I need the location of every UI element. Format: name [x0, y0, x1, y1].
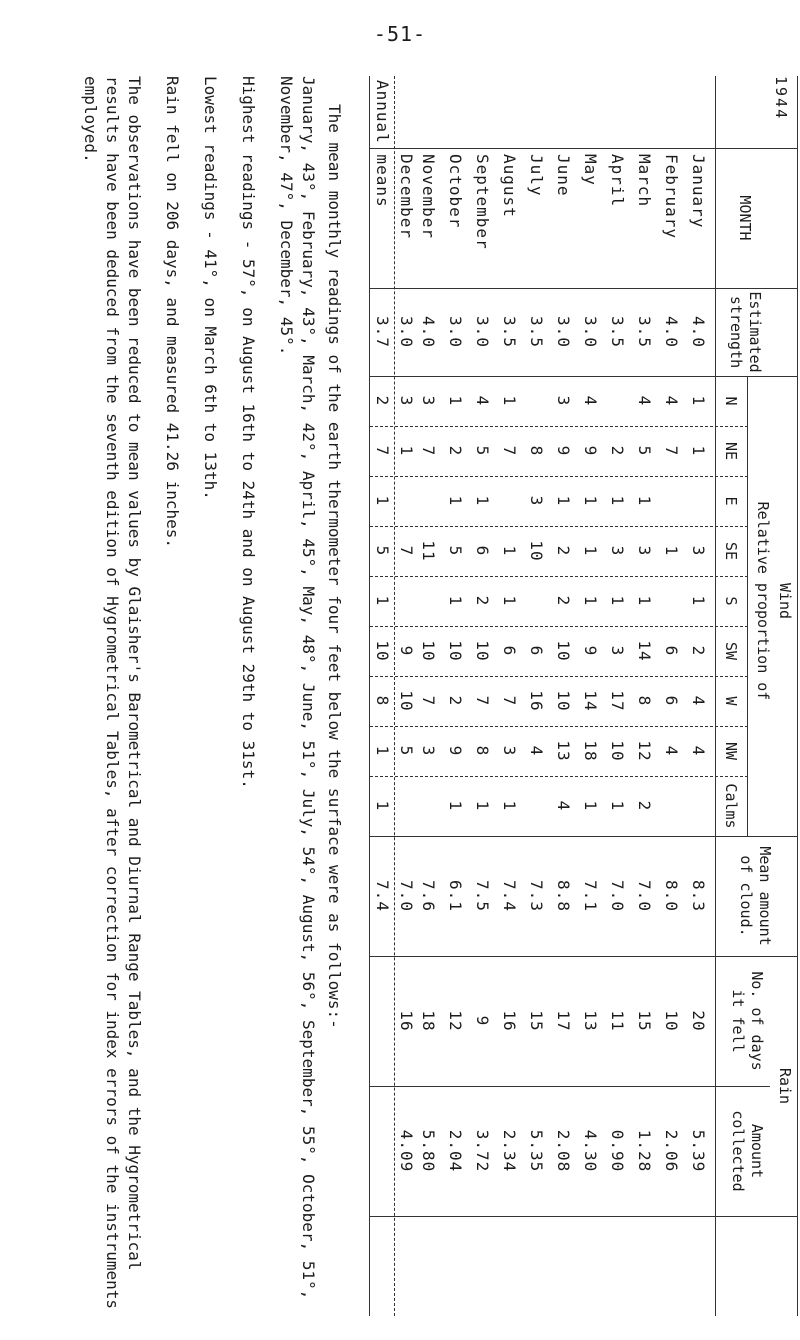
header-month: MONTH — [736, 195, 754, 241]
highest-readings: Highest readings - 57°, on August 16th to 24th and on August 29th to 31st. — [239, 76, 258, 789]
dir-calms: Calms — [722, 783, 740, 829]
header-rain-amount: Amount collected — [729, 1110, 766, 1192]
table-row: September 3.0 4 5 1 6 2 10 7 8 1 7.5 9 3.72 — [473, 154, 492, 1173]
rain-summary: Rain fell on 206 days, and measured 41.26 inches. — [163, 76, 182, 549]
table-row: July 3.5 8 3 10 6 16 4 7.3 15 5.35 — [527, 154, 546, 1173]
dir-sw: SW — [722, 641, 740, 661]
notes-section — [63, 76, 345, 1316]
dir-nw: NW — [722, 741, 740, 761]
header-rain-days: No. of days it fell — [729, 971, 766, 1071]
table-row: April 3.5 2 1 3 1 3 17 10 1 7.0 11 0.90 — [608, 154, 627, 1173]
dir-ne: NE — [722, 441, 740, 461]
header-relative-proportion: Relative proportion of — [754, 501, 772, 701]
dir-se: SE — [722, 541, 740, 561]
table-row: June 3.0 3 9 1 2 2 10 10 13 4 8.8 17 2.08 — [554, 154, 573, 1173]
table-row: January 4.0 1 1 3 1 2 4 4 8.3 20 5.39 — [689, 154, 708, 1173]
thermometer-intro: The mean monthly readings of the earth thermometer four feet below the surface were as follows:- — [325, 104, 344, 1029]
dir-s: S — [722, 596, 740, 606]
header-mean-cloud: Mean amount of cloud. — [737, 846, 774, 946]
header-estimated-strength: Estimated strength — [727, 291, 764, 373]
dir-w: W — [722, 696, 740, 706]
table-row: February 4.0 4 7 1 6 6 4 8.0 10 2.06 — [662, 154, 681, 1173]
thermometer-values: January, 43°, February, 43°, March, 42°, April, 45°, May, 48°, June, 51°, July, 54°, August, 56°, September, 55°, October, 51°, November, 47°, December, 45°. — [277, 76, 318, 1300]
table-row: March 3.5 4 5 1 3 1 14 8 12 2 7.0 15 1.28 — [635, 154, 654, 1173]
table-row: May 3.0 4 9 1 1 1 9 14 18 1 7.1 13 4.30 — [581, 154, 600, 1173]
rotated-page — [40, 76, 800, 1316]
table-row: August 3.5 1 7 1 1 6 7 3 1 7.4 16 2.34 — [500, 154, 519, 1173]
table-row: December 3.0 3 1 7 9 10 5 7.0 16 4.09 — [397, 154, 416, 1173]
table-year: 1944 — [772, 76, 790, 121]
lowest-readings: Lowest readings - 41°, on March 6th to 13th. — [201, 76, 220, 500]
header-wind: Wind — [776, 582, 794, 620]
annual-means-row: Annual means 3.7 2 7 1 5 1 10 8 1 1 7.4 — [373, 80, 392, 912]
dir-n: N — [722, 396, 740, 406]
page-number: -51- — [373, 22, 427, 46]
header-rain: Rain — [776, 1067, 794, 1105]
observations-note: The observations have been reduced to mean values by Glaisher's Barometrical and Diurnal Range Tables, and the Hygrometrical results have been deduced from the seventh edition of Hygrometrical Tables, after correction for index errors of the instruments employed. — [81, 76, 144, 1309]
dir-e: E — [722, 496, 740, 506]
table-row: November 4.0 3 7 11 10 7 3 7.6 18 5.80 — [419, 154, 438, 1173]
table-row: October 3.0 1 2 1 5 1 10 2 9 1 6.1 12 2.04 — [446, 154, 465, 1173]
